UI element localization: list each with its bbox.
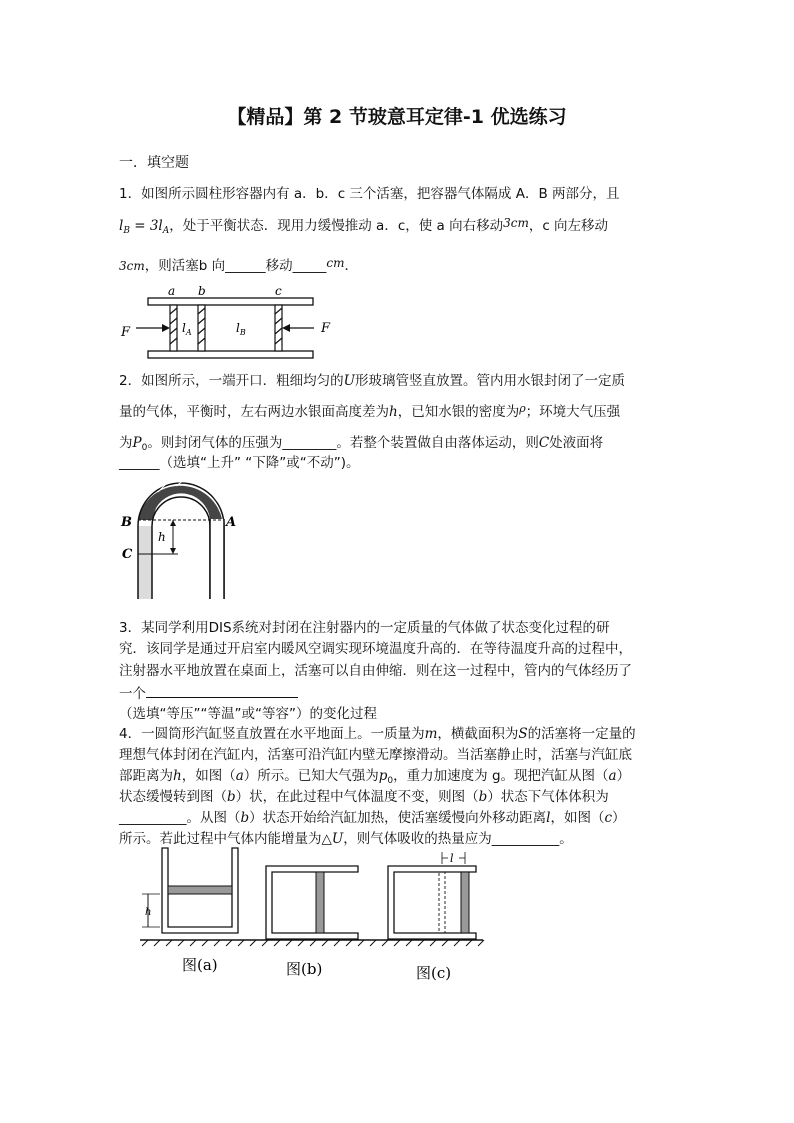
q3-line-5: （选填“等压”“等温”或“等容”）的变化过程 <box>119 706 377 722</box>
q4-caption-b: 图(b) <box>286 960 323 978</box>
q2-line-3: 为$P_0$。则封闭气体的压强为________。若整个装置做自由落体运动，则C处液面将 <box>119 435 604 453</box>
q1-label-la: $l_A$ <box>182 321 192 337</box>
q2-line-4: ______（选填“上升” “下降”或“不动”)。 <box>119 455 360 471</box>
q4-caption-c: 图(c) <box>416 964 452 982</box>
q4-caption-a: 图(a) <box>182 956 218 974</box>
q1-label-lb: $l_B$ <box>236 321 246 337</box>
page-title: 【精品】第 2 节玻意耳定律-1 优选练习 <box>227 106 567 128</box>
q1-line-3: 3cm，则活塞b 向______移动_____cm． <box>119 256 358 274</box>
q1-line-1: 1．如图所示圆柱形容器内有 a．b．c 三个活塞，把容器气体隔成 A．B 两部分，且 <box>119 186 620 202</box>
q1-piston-figure <box>118 284 338 364</box>
q2-label-h: h <box>158 530 166 544</box>
q1-label-f-left: F <box>121 325 131 340</box>
q2-utube-figure <box>118 474 238 604</box>
q2-label-c: C <box>122 547 133 562</box>
q4-line-2: 理想气体封闭在汽缸内，活塞可沿汽缸内壁无摩擦滑动。当活塞静止时，活塞与汽缸底 <box>119 747 632 763</box>
q4-line-1: 4．一圆筒形汽缸竖直放置在水平地面上。一质量为m，横截面积为S的活塞将一定量的 <box>119 726 636 742</box>
q2-label-b: B <box>121 515 132 530</box>
q4-line-5: __________。从图（b）状态开始给汽缸加热，使活塞缓慢向外移动距离l，如图（c） <box>119 810 626 826</box>
section-heading: 一．填空题 <box>119 155 189 171</box>
q1-label-c: c <box>275 284 282 298</box>
q4-line-6: 所示。若此过程中气体内能增量为△U，则气体吸收的热量应为__________。 <box>119 831 573 847</box>
q3-line-4: 一个 <box>119 682 298 702</box>
q3-line-2: 究．该同学是通过开启室内暖风空调实现环境温度升高的．在等待温度升高的过程中， <box>119 641 632 657</box>
q4-cylinder-figure <box>136 846 496 986</box>
q4-line-3: 部距离为h，如图（a）所示。已知大气强为$p_0$，重力加速度为 g。现把汽缸从图（a） <box>119 768 631 786</box>
q2-line-1: 2．如图所示，一端开口．粗细均匀的U形玻璃管竖直放置。管内用水银封闭了一定质 <box>119 373 625 389</box>
q4-label-l: l <box>450 852 454 865</box>
q3-line-1: 3．某同学利用DIS系统对封闭在注射器内的一定质量的气体做了状态变化过程的研 <box>119 620 610 636</box>
q4-line-4: 状态缓慢转到图（b）状，在此过程中气体温度不变，则图（b）状态下气体体积为 <box>119 789 609 805</box>
q1-expression: $l_B = 3l_A$ <box>119 218 170 236</box>
q4-label-h: h <box>145 907 152 918</box>
q3-answer-blank <box>146 685 298 698</box>
q1-label-f-right: F <box>321 321 331 336</box>
q2-line-2: 量的气体，平衡时，左右两边水银面高度差为h，已知水银的密度为$^\rho$；环境大气压强 <box>119 402 621 420</box>
q3-line-3: 注射器水平地放置在桌面上，活塞可以自由伸缩．则在这一过程中，管内的气体经历了 <box>119 663 632 679</box>
q1-line-2: $l_B = 3l_A$，处于平衡状态．现用力缓慢推动 a．c，使 a 向右移动3cm，c 向左移动 <box>119 216 609 236</box>
q1-label-a: a <box>168 284 176 298</box>
q2-label-a: A <box>226 515 237 530</box>
q1-label-b: b <box>198 284 206 298</box>
